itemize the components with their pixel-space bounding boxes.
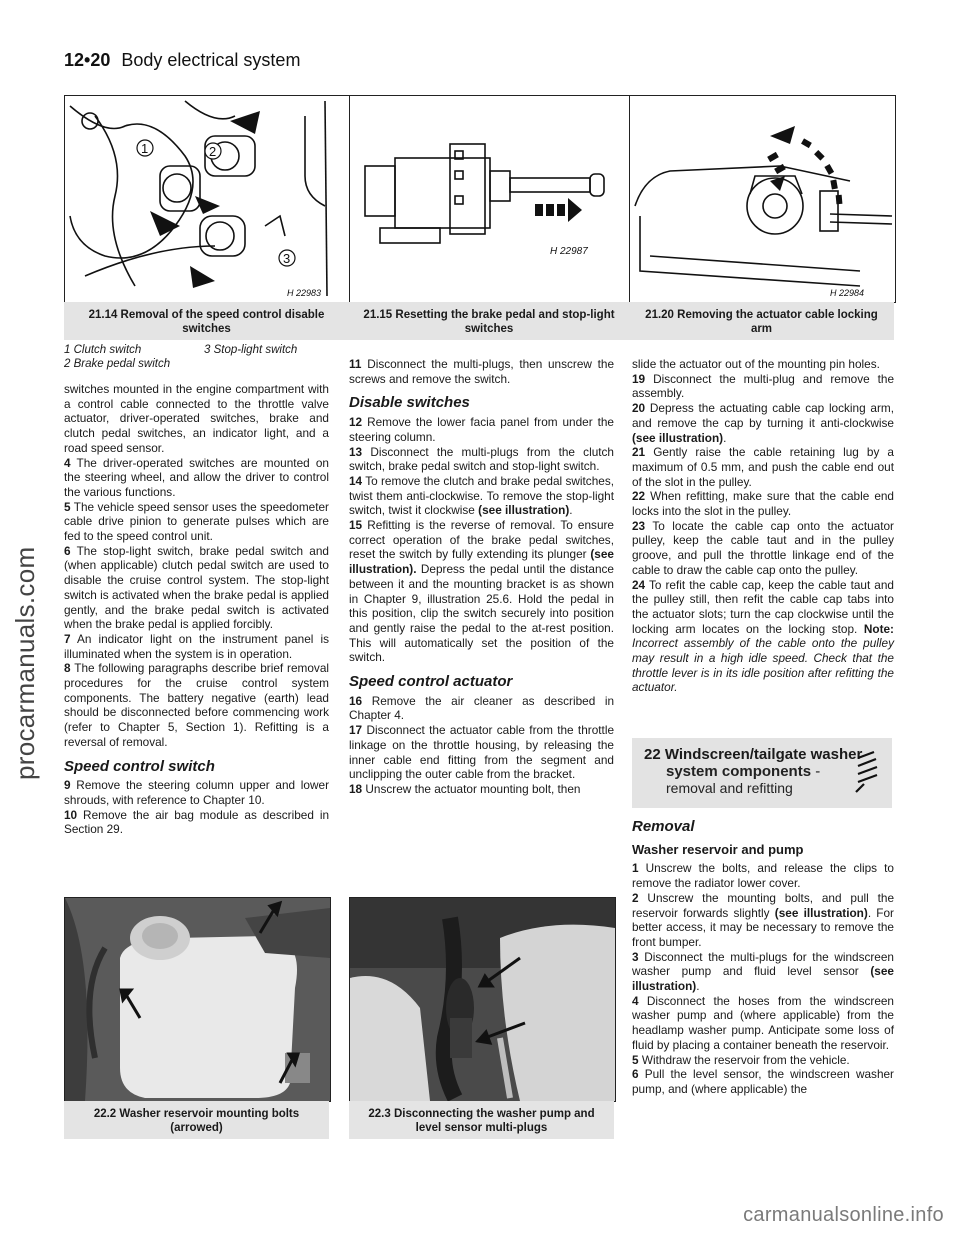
paragraph xyxy=(64,632,329,661)
paragraph xyxy=(349,445,614,474)
figure-21-14-drawing xyxy=(65,96,350,302)
paragraph xyxy=(632,372,894,401)
para-number: 12 xyxy=(349,415,363,430)
section-title-text: system components xyxy=(666,763,812,780)
photo-22-2 xyxy=(64,897,331,1102)
paragraph xyxy=(349,357,614,386)
para-text: The following paragraphs describe brief removal procedures for the cruise control system components. The battery negative (earth) lead should be disconnected before commencing work (refer to Chapter 5, Section 1). Refitting is a reversal of removal. xyxy=(64,661,329,749)
page-number: 12•20 xyxy=(64,50,111,70)
para-text: An indicator light on the instrument panel is illuminated when the system is in operation. xyxy=(64,631,329,661)
footer-watermark: carmanualsonline.info xyxy=(743,1204,944,1226)
caption-21-14: 21.14 Removal of the speed control disable switches xyxy=(64,302,349,340)
chapter-title: Body electrical system xyxy=(121,50,301,70)
note-label: Note: xyxy=(863,621,894,636)
para-number: 24 xyxy=(632,577,646,592)
para-text: Unscrew the bolts, and release the clips to remove the radiator lower cover. xyxy=(632,861,894,891)
para-number: 3 xyxy=(632,949,639,964)
photo-22-3 xyxy=(349,897,616,1102)
paragraph xyxy=(349,782,614,797)
callout-3: 3 xyxy=(283,251,291,266)
para-number: 21 xyxy=(632,445,646,460)
paragraph xyxy=(632,1067,894,1096)
paragraph xyxy=(632,1053,894,1068)
para-text: The stop-light switch, brake pedal switch and (when applicable) clutch pedal switch are used to disable the cruise control system. The stop-light switch is activated when the brake pedal is applied gently, and the brake pedal switch is activated when the brake pedal is applied forcibly. xyxy=(64,543,329,632)
para-number: 11 xyxy=(349,357,362,371)
photo-22-3-image xyxy=(350,898,615,1101)
para-number: 19 xyxy=(632,371,646,386)
paragraph xyxy=(64,500,329,544)
para-number: 22 xyxy=(632,489,646,504)
callout-1: 1 xyxy=(141,141,149,156)
paragraph xyxy=(632,519,894,578)
section-title xyxy=(644,746,880,763)
para-text: Pull the level sensor, the windscreen washer pump, and (where applicable) the xyxy=(632,1067,894,1096)
para-text: Disconnect the hoses from the windscreen washer pump and (where applicable) from the headlamp washer pump. Anticipate some loss of fluid by placing a container beneath the reservoir. xyxy=(632,993,894,1052)
callout-2: 2 xyxy=(209,144,217,159)
para-text: The driver-operated switches are mounted on the steering wheel, and allow the driver to control the various functions. xyxy=(64,455,329,499)
paragraph xyxy=(349,723,614,782)
para-text: Disconnect the multi-plugs for the windscreen washer pump and fluid level sensor xyxy=(632,949,894,979)
para-text: Depress the pedal until the distance between it and the mounting bracket is as shown in Chapter 9, illustration 25.6. Hold the pedal in this position, clip the switch securely into position and gently raise the pedal to the at-rest position. This will automatically set the position of the switch. xyxy=(349,562,614,665)
illustration-ref: (see illustration) xyxy=(478,503,570,518)
paragraph xyxy=(632,861,894,890)
paragraph xyxy=(349,415,614,444)
para-number: 6 xyxy=(632,1067,639,1082)
para-number: 17 xyxy=(349,723,363,738)
legend-item: 1 Clutch switch xyxy=(64,344,142,356)
section-heading: Removal xyxy=(632,818,695,835)
page-header xyxy=(64,50,300,71)
note-text: Incorrect assembly of the cable onto the pulley may result in a high idle speed. Check that the throttle lever is in its idle position after refitting the actuator. xyxy=(632,636,894,695)
para-text: Unscrew the mounting bolts, and pull the reservoir forwards slightly xyxy=(632,890,894,920)
para-number: 8 xyxy=(64,661,71,676)
legend-item: 3 Stop-light switch xyxy=(204,344,298,356)
section-subtitle: removal and refitting xyxy=(666,780,793,796)
para-number: 20 xyxy=(632,401,646,416)
section-number: 22 xyxy=(644,746,661,763)
para-number: 18 xyxy=(349,781,363,796)
illustration-ref: (see illustration) xyxy=(774,905,868,920)
paragraph xyxy=(632,994,894,1053)
paragraph xyxy=(64,808,329,837)
para-number: 6 xyxy=(64,543,71,558)
para-text: Refitting is the reverse of removal. To ensure correct operation of the brake pedal switches, reset the switch by fully extending its plunger xyxy=(349,518,614,562)
paragraph xyxy=(64,661,329,749)
figure-21-20 xyxy=(629,95,896,303)
figure-21-14 xyxy=(64,95,351,303)
figure-tag: H 22983 xyxy=(287,288,322,298)
caption-22-3: 22.3 Disconnecting the washer pump and level sensor multi-plugs xyxy=(349,1101,614,1139)
illustration-ref: (see illustration) xyxy=(632,430,724,445)
column-3-lower xyxy=(632,818,894,1097)
para-text: To refit the cable cap, keep the cable taut and the pulley still, then refit the cable cap tabs into the actuator slots; turn the cap clockwise until the locking arm locates on the locking stop. xyxy=(632,577,894,636)
para-text: Gently raise the cable retaining lug by a maximum of 0.5 mm, and push the cable end out of the slot in the pulley. xyxy=(632,445,894,489)
para-text: When refitting, make sure that the cable end locks into the slot in the pulley. xyxy=(632,489,894,519)
section-22-box xyxy=(632,738,892,808)
difficulty-spanner-icon xyxy=(852,750,882,796)
para-text: . xyxy=(569,503,573,518)
section-heading: Speed control actuator xyxy=(349,673,513,691)
paragraph xyxy=(64,778,329,807)
figure-21-15 xyxy=(349,95,631,303)
figure-tag: H 22987 xyxy=(550,246,588,257)
section-heading: Disable switches xyxy=(349,394,470,412)
para-text: Disconnect the multi-plug and remove the assembly. xyxy=(632,371,895,401)
section-title-line-2: system components - xyxy=(666,763,821,780)
paragraph xyxy=(349,694,614,723)
para-text: Unscrew the actuator mounting bolt, then xyxy=(365,781,581,796)
column-3 xyxy=(632,357,894,695)
paragraph xyxy=(632,489,894,518)
paragraph xyxy=(632,891,894,950)
para-number: 23 xyxy=(632,518,646,533)
side-watermark: procarmanuals.com xyxy=(10,546,40,780)
paragraph: switches mounted in the engine compartment with a control cable connected to the throttle valve actuator, driver-operated switches, brake and clutch pedal switches, an indicator light, and a road speed sensor. xyxy=(64,382,329,455)
paragraph xyxy=(64,544,329,632)
para-number: 7 xyxy=(64,631,71,646)
figure-21-15-drawing xyxy=(350,96,630,302)
para-text: Disconnect the actuator cable from the throttle linkage on the throttle housing, by releasing the inner cable end fitting from the segment and unclipping the outer cable from the bracket. xyxy=(349,723,615,782)
caption-21-20: 21.20 Removing the actuator cable locking arm xyxy=(629,302,894,340)
para-text: Disconnect the multi-plugs, then unscrew the screws and remove the switch. xyxy=(349,357,615,386)
section-title-text: Windscreen/tailgate washer xyxy=(664,746,863,763)
para-number: 16 xyxy=(349,693,363,708)
para-number: 5 xyxy=(632,1052,639,1067)
paragraph xyxy=(632,445,894,489)
paragraph xyxy=(632,401,894,445)
para-text: The vehicle speed sensor uses the speedometer cable drive pinion to generate pulses which are fed to the speed control unit. xyxy=(64,499,329,544)
para-text: Withdraw the reservoir from the vehicle. xyxy=(641,1052,850,1067)
para-number: 15 xyxy=(349,518,363,533)
para-text: . xyxy=(696,979,700,994)
para-number: 13 xyxy=(349,444,363,459)
para-number: 10 xyxy=(64,807,78,822)
para-number: 5 xyxy=(64,499,71,514)
legend-item: 2 Brake pedal switch xyxy=(64,358,171,370)
paragraph: slide the actuator out of the mounting pin holes. xyxy=(632,357,880,371)
figure-tag: H 22984 xyxy=(830,288,865,298)
para-text: Disconnect the multi-plugs from the clutch switch, brake pedal switch and stop-light switch. xyxy=(349,444,614,474)
para-text: To remove the clutch and brake pedal switches, twist them anti-clockwise. To remove the stop-light switch, twist it clockwise xyxy=(349,473,614,518)
paragraph xyxy=(349,518,614,665)
para-text: . xyxy=(723,430,727,445)
para-text: Remove the lower facia panel from under the steering column. xyxy=(349,415,614,444)
para-text: . For better access, it may be necessary to remove the front bumper. xyxy=(632,905,894,949)
legend-21-14 xyxy=(64,343,349,371)
caption-21-15: 21.15 Resetting the brake pedal and stop-light switches xyxy=(349,302,629,340)
para-number: 14 xyxy=(349,473,363,488)
column-2 xyxy=(349,357,614,797)
para-number: 4 xyxy=(64,455,71,470)
para-text: Depress the actuating cable cap locking arm, and remove the cap by turning it anti-clockwise xyxy=(632,401,894,430)
illustration-ref: (see illustration) xyxy=(632,964,894,994)
para-number: 2 xyxy=(632,890,639,905)
paragraph xyxy=(632,578,894,696)
para-number: 9 xyxy=(64,778,71,793)
photo-22-2-image xyxy=(65,898,330,1101)
para-text: Remove the steering column upper and lower shrouds, with reference to Chapter 10. xyxy=(64,778,329,807)
illustration-ref: (see illustration). xyxy=(349,547,614,577)
caption-22-2: 22.2 Washer reservoir mounting bolts (arrowed) xyxy=(64,1101,329,1139)
subsection-heading: Washer reservoir and pump xyxy=(632,841,804,857)
paragraph xyxy=(632,950,894,994)
para-number: 4 xyxy=(632,993,639,1008)
para-text: To locate the cable cap onto the actuator pulley, keep the cable taut and in the pulley groove, and pull the throttle linkage end of the cable to draw the cable cap onto the pulley. xyxy=(632,518,894,577)
section-heading: Speed control switch xyxy=(64,757,215,775)
column-1 xyxy=(64,382,329,837)
para-text: Remove the air cleaner as described in Chapter 4. xyxy=(349,693,615,723)
para-text: Remove the air bag module as described in Section 29. xyxy=(64,807,330,837)
paragraph xyxy=(349,474,614,518)
para-number: 1 xyxy=(632,861,639,876)
figure-21-20-drawing xyxy=(630,96,895,302)
paragraph xyxy=(64,456,329,500)
